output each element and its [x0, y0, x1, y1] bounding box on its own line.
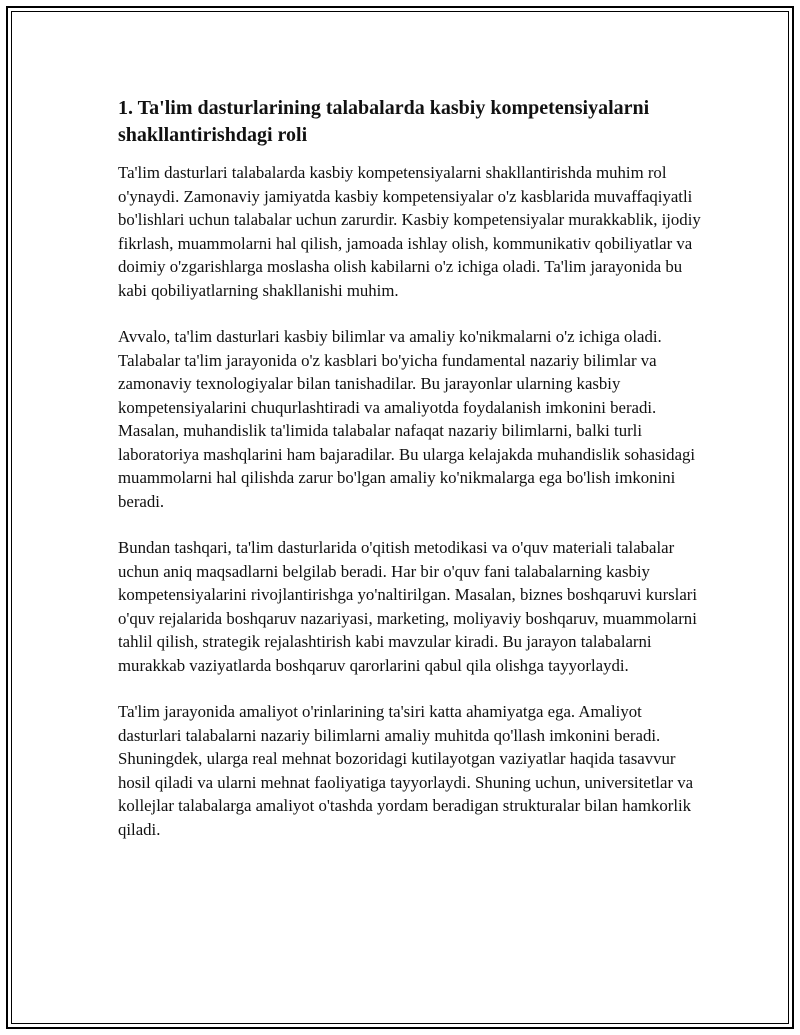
paragraph-3: Bundan tashqari, ta'lim dasturlarida o'qitish metodikasi va o'quv materiali talabalar uchun aniq maqsadlarni belgilab beradi. Har bir o'quv fani talabalarning kasbiy kompetensiyalarini rivojlantirishga yo'naltirilgan. Masalan, biznes boshqaruvi kurslari o'quv rejalarida boshqaruv nazariyasi, marketing, moliyaviy boshqaruv, muammolarni tahlil qilish, strategik rejalashtirish kabi mavzular kiradi. Bu jarayon talabalarni murakkab vaziyatlarda boshqaruv qarorlarini qabul qila olishga tayyorlaydi.: [118, 538, 698, 675]
paragraph-1: Ta'lim dasturlari talabalarda kasbiy kompetensiyalarni shakllantirishda muhim rol o'ynaydi. Zamonaviy jamiyatda kasbiy kompetensiyalar o'z kasblarida muvaffaqiyatli bo'lishlari uchun talabalar uchun zarurdir. Kasbiy kompetensiyalar murakkablik, ijodiy fikrlash, muammolarni hal qilish, jamoada ishlay olish, kommunikativ qobiliyatlar va doimiy o'zgarishlarga moslasha olish kabilarni o'z ichiga oladi. Ta'lim jarayonida bu kabi qobiliyatlarning shakllanishi muhim.: [118, 163, 701, 300]
document-body: [118, 95, 708, 864]
paragraph-4: Ta'lim jarayonida amaliyot o'rinlarining ta'siri katta ahamiyatga ega. Amaliyot dasturlari talabalarni nazariy bilimlarni amaliy muhitda qo'llash imkonini beradi. Shuningdek, ularga real mehnat bozoridagi kutilayotgan vaziyatlar haqida tasavvur hosil qiladi va ularni mehnat faoliyatiga tayyorlaydi. Shuning uchun, universitetlar va kollejlar talabalarga amaliyot o'tashda yordam beradigan strukturalar bilan hamkorlik qiladi.: [118, 702, 694, 839]
section-heading: 1. Ta'lim dasturlarining talabalarda kasbiy kompetensiyalarni shakllantirishdagi roli: [118, 97, 650, 146]
paragraph-2: Avvalo, ta'lim dasturlari kasbiy bilimlar va amaliy ko'nikmalarni o'z ichiga oladi. Talabalar ta'lim jarayonida o'z kasblari bo'yicha fundamental nazariy bilimlar va zamonaviy texnologiyalar bilan tanishadilar. Bu jarayonlar ularning kasbiy kompetensiyalarini chuqurlashtiradi va amaliyotda foydalanish imkonini beradi. Masalan, muhandislik ta'limida talabalar nafaqat nazariy bilimlarni, balki turli laboratoriya mashqlarini ham bajaradilar. Bu ularga kelajakda muhandislik sohasidagi muammolarni hal qilishda zarur bo'lgan amaliy ko'nikmalarga ega bo'lish imkonini beradi.: [118, 327, 696, 511]
